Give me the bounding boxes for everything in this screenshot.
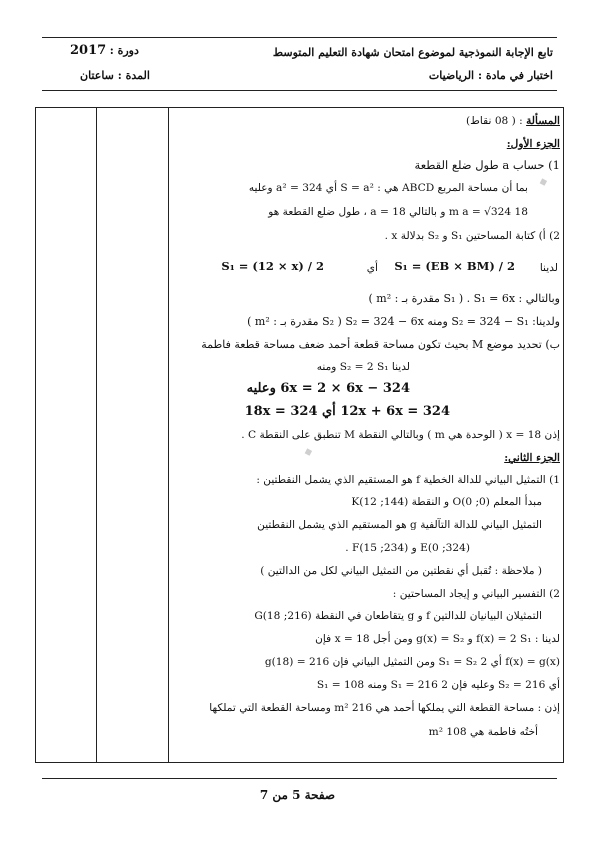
p2-q1-line-c: E(0 ;324) و F(15 ;234) . [345,542,470,554]
p2-q1-heading: 1) التمثيل البياني للدالة الخطية f هو المستقيم الذي يشمل النقطتين : [256,474,560,486]
p2-q2-line-d: أي S₂ = 216 وعليه فإن 2 S₁ = 216 ومنه S₁ = 108 [316,679,560,691]
header-duration: المدة : ساعتان [80,69,150,82]
part1-heading: الجزء الأول: [506,138,560,150]
q2a-fractions [172,250,560,284]
p2-q2-line-a: التمثيلان البيانيان للدالتين f و g يتقاطعان في النقطة G(18 ;216) [254,610,542,622]
p2-conclusion-2: أختُه فاطمة هي 108 m² [428,726,538,738]
q2b-heading: ب) تحديد موضع M بحيث تكون مساحة قطعة أحمد ضعف مساحة قطعة فاطمة [201,338,560,351]
watermark-mark: ▪ [302,444,316,459]
q1-line1: بما أن مساحة المربع ABCD هي : S = a² أي a² = 324 وعليه [248,182,528,194]
part2-heading: الجزء الثاني: [504,452,560,464]
p2-q2-line-c: f(x) = g(x) أي 2 S₁ = S₂ ومن التمثيل البياني فإن g(18) = 216 [264,656,560,668]
q2a-ay: أي [366,262,378,274]
header-subject: اختبار في مادة : الرياضيات [428,69,553,82]
p2-q2-heading: 2) التفسير البياني و إيجاد المساحتين : [392,588,560,600]
q2b-eq1: 324 − 6x = 2 × 6x وعليه [246,381,410,396]
q2a-ladayna: لدينا [539,262,558,274]
session-year: 2017 [70,43,107,58]
watermark-mark: ▪ [537,174,551,189]
header-bottom-rule [42,90,557,91]
q2a-s1-formula-b: S₁ = (EB × BM) / 2 [394,259,515,273]
header-title: تابع الإجابة النموذجية لموضوع امتحان شهادة التعليم المتوسط [272,46,553,59]
footer-rule [42,778,557,779]
session-label: دورة : [109,44,139,57]
problem-points: : ( 08 نقاط) [465,115,523,127]
table-col-divider-1 [96,107,97,763]
q2a-line4: ولدينا: S₂ = 324 − S₁ ومنه S₂ = 324 − 6x ( S₂ مقدرة بـ : m² ) [247,315,560,328]
p2-q1-line-a: مبدأ المعلم O(0 ;0) و النقطة K(12 ;144) [351,496,542,508]
table-col-divider-2 [168,107,169,763]
q1-line2: 18 m a = √324 و بالتالي a = 18 ، طول ضلع القطعة هو [268,206,528,218]
page-number: صفحة 5 من 7 [259,788,336,802]
q2b-conclusion: إذن x = 18 ( الوحدة هي m ) وبالتالي النقطة M تنطبق على النقطة C . [241,429,560,441]
problem-title: المسألة [526,115,560,127]
p2-conclusion-1: إذن : مساحة القطعة التي يملكها أحمد هي 216 m² ومساحة القطعة التي تملكها [209,702,560,714]
problem-heading [172,116,560,127]
q1-heading: 1) حساب a طول ضلع القطعة [414,158,560,172]
p2-q2-line-b: لدينا : f(x) = 2 S₁ و g(x) = S₂ ومن أجل x = 18 فإن [315,633,560,645]
q2b-eq2: 12x + 6x = 324 أي 18x = 324 [244,404,450,419]
header-session [70,43,139,58]
solution-content [172,110,560,760]
p2-note: ( ملاحظة : تُقبل أي نقطتين من التمثيل البياني لكل من الدالتين ) [260,565,542,577]
header-top-rule [42,37,557,38]
q2a-s1-formula-a: S₁ = (12 × x) / 2 [221,259,324,273]
q2a-line3: وبالتالي : S₁ = 6x . ( S₁ مقدرة بـ : m² ) [368,292,560,305]
p2-q1-line-b: التمثيل البياني للدالة التآلفية g هو المستقيم الذي يشمل النقطتين [257,519,542,531]
q2b-line2: لدينا S₂ = 2 S₁ ومنه [316,361,410,373]
q2a-heading: 2) أ) كتابة المساحتين S₁ و S₂ بدلالة x . [384,230,560,242]
